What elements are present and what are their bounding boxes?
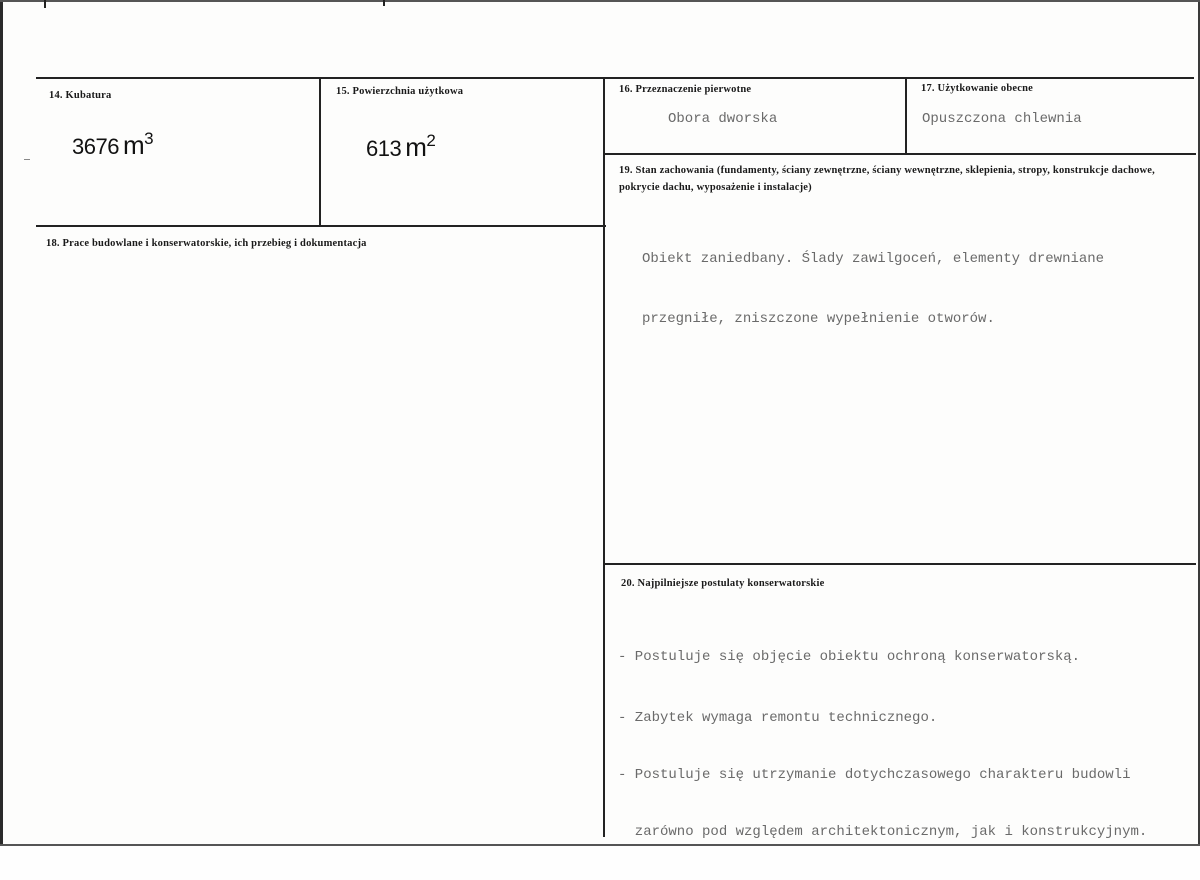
- kubatura-number: 3676: [72, 134, 119, 159]
- field-18-label: 18. Prace budowlane i konserwatorskie, ich przebieg i dokumentacja: [46, 238, 367, 249]
- grid-line-top: [36, 77, 1194, 79]
- field-16-label: 16. Przeznaczenie pierwotne: [619, 84, 752, 95]
- grid-line-v16-17: [905, 77, 907, 154]
- field-16-value: Obora dworska: [668, 111, 778, 127]
- powierzchnia-exponent: 2: [426, 130, 436, 150]
- top-tick-mark: [44, 0, 46, 8]
- powierzchnia-unit: m: [405, 132, 427, 162]
- grid-line-row18: [36, 225, 606, 227]
- kubatura-unit: m: [122, 130, 145, 160]
- field-20-text: [618, 610, 1147, 880]
- grid-line-center: [603, 77, 605, 837]
- field-17-label: 17. Użytkowanie obecne: [921, 83, 1034, 94]
- field-19-line: Obiekt zaniedbany. Ślady zawilgoceń, elementy drewniane: [642, 251, 1105, 267]
- field-14-label: 14. Kubatura: [49, 90, 112, 101]
- grid-line-row19: [604, 153, 1196, 155]
- grid-line-v14-15: [319, 77, 321, 226]
- scan-edge-left: [0, 0, 3, 846]
- field-20-line: - Zabytek wymaga remontu technicznego.: [618, 710, 938, 726]
- field-19-line: przegniłe, zniszczone wypełnienie otworów.: [642, 311, 995, 327]
- field-15-label: 15. Powierzchnia użytkowa: [336, 86, 464, 97]
- powierzchnia-number: 613: [366, 136, 402, 161]
- grid-line-row20: [604, 563, 1196, 565]
- field-19-label: 19. Stan zachowania (fundamenty, ściany zewnętrzne, ściany wewnętrzne, sklepienia, stropy, konstrukcje dachowe, pokrycie dachu, wyposażenie i instalacje): [619, 165, 1155, 193]
- field-20-line: zarówno pod względem architektonicznym, jak i konstrukcyjnym.: [618, 824, 1148, 840]
- field-14-value: [72, 130, 153, 161]
- scan-edge-top: [0, 0, 1200, 2]
- field-20-label: 20. Najpilniejsze postulaty konserwatorskie: [621, 578, 825, 589]
- top-tick-mark: [383, 0, 385, 6]
- field-20-line: - Postuluje się objęcie obiektu ochroną konserwatorską.: [618, 649, 1081, 665]
- margin-mark: [24, 159, 30, 160]
- field-19-text: [642, 209, 1104, 369]
- field-15-value: [366, 132, 435, 163]
- field-20-line: - Postuluje się utrzymanie dotychczasowego charakteru budowli: [618, 767, 1131, 783]
- kubatura-exponent: 3: [144, 128, 154, 148]
- field-17-value: Opuszczona chlewnia: [922, 111, 1082, 127]
